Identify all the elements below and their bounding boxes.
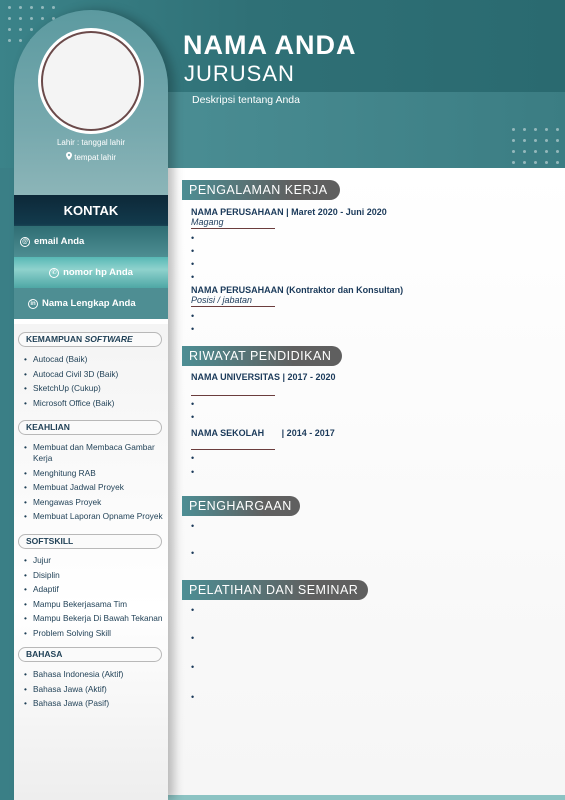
email-icon: @	[20, 237, 30, 247]
map-pin-icon	[66, 153, 74, 162]
software-heading	[18, 332, 162, 347]
list-item: • Bahasa Indonesia (Aktif)	[24, 669, 168, 680]
job-2-title: NAMA PERUSAHAAN (Kontraktor dan Konsultan)	[191, 285, 404, 295]
contact-email-row[interactable]	[14, 226, 168, 257]
job-1-bullet: •	[191, 246, 195, 256]
birth-place-row	[14, 152, 168, 162]
education-1-underline	[191, 395, 275, 396]
job-2-bullet: •	[191, 324, 195, 334]
whatsapp-icon: ✆	[49, 268, 59, 278]
education-2-title: NAMA SEKOLAH | 2014 - 2017	[191, 428, 335, 438]
training-bullet: •	[191, 662, 195, 672]
list-item: • Bahasa Jawa (Aktif)	[24, 684, 168, 695]
education-1-bullet: •	[191, 399, 195, 409]
award-bullet: •	[191, 521, 195, 531]
list-item: • Membuat dan Membaca Gambar Kerja	[24, 442, 168, 464]
job-1-role: Magang	[191, 217, 224, 227]
list-item: • Disiplin	[24, 570, 168, 581]
education-2-underline	[191, 449, 275, 450]
list-item: • Membuat Laporan Opname Proyek	[24, 511, 168, 522]
job-2-bullet: •	[191, 311, 195, 321]
softskill-list	[24, 555, 168, 642]
full-name: NAMA ANDA	[183, 30, 357, 60]
birth-date: Lahir : tanggal lahir	[56, 138, 126, 147]
job-2-role: Posisi / jabatan	[191, 295, 253, 305]
list-item: • Mengawas Proyek	[24, 497, 168, 508]
awards-heading: PENGHARGAAN	[182, 496, 300, 516]
birth-place: tempat lahir	[74, 153, 117, 162]
software-list	[24, 354, 168, 412]
list-item: • Adaptif	[24, 584, 168, 595]
training-bullet: •	[191, 692, 195, 702]
award-bullet: •	[191, 548, 195, 558]
language-heading: BAHASA	[18, 647, 162, 662]
list-item: • Menghitung RAB	[24, 468, 168, 479]
education-2-bullet: •	[191, 467, 195, 477]
language-list	[24, 669, 168, 713]
training-bullet: •	[191, 605, 195, 615]
contact-linkedin: Nama Lengkap Anda	[42, 298, 136, 309]
job-1-bullet: •	[191, 259, 195, 269]
sidebar	[14, 10, 168, 800]
bottom-accent-line	[168, 795, 565, 800]
contact-email: email Anda	[34, 236, 85, 247]
job-1-bullet: •	[191, 272, 195, 282]
list-item: • Problem Solving Skill	[24, 628, 168, 639]
list-item: • Autocad Civil 3D (Baik)	[24, 369, 168, 380]
training-bullet: •	[191, 633, 195, 643]
experience-heading: PENGALAMAN KERJA	[182, 180, 340, 200]
list-item: • Jujur	[24, 555, 168, 566]
education-1-title: NAMA UNIVERSITAS | 2017 - 2020	[191, 372, 336, 382]
list-item: • SketchUp (Cukup)	[24, 383, 168, 394]
contact-heading: KONTAK	[14, 195, 168, 243]
linkedin-icon: in	[28, 299, 38, 309]
job-1-bullet: •	[191, 233, 195, 243]
list-item: • Mampu Bekerja Di Bawah Tekanan	[24, 613, 168, 624]
skills-heading: KEAHLIAN	[18, 420, 162, 435]
list-item: • Membuat Jadwal Proyek	[24, 482, 168, 493]
education-1-bullet: •	[191, 412, 195, 422]
software-heading-text: KEMAMPUAN	[26, 334, 85, 344]
list-item: • Microsoft Office (Baik)	[24, 398, 168, 409]
main-panel	[168, 168, 565, 795]
contact-phone: nomor hp Anda	[63, 267, 133, 278]
dot-pattern-bottom	[512, 128, 559, 164]
contact-linkedin-row[interactable]	[14, 288, 168, 319]
education-heading: RIWAYAT PENDIDIKAN	[182, 346, 342, 366]
software-heading-italic: SOFTWARE	[84, 334, 133, 344]
job-1-title: NAMA PERUSAHAAN | Maret 2020 - Juni 2020	[191, 207, 387, 217]
softskill-heading: SOFTSKILL	[18, 534, 162, 549]
self-description: Deskripsi tentang Anda	[192, 94, 300, 106]
list-item: • Autocad (Baik)	[24, 354, 168, 365]
profile-photo-placeholder	[41, 31, 141, 131]
list-item: • Mampu Bekerjasama Tim	[24, 599, 168, 610]
training-heading: PELATIHAN DAN SEMINAR	[182, 580, 368, 600]
contact-phone-row[interactable]	[14, 257, 168, 288]
job-1-underline	[191, 228, 275, 229]
list-item: • Bahasa Jawa (Pasif)	[24, 698, 168, 709]
skills-list	[24, 442, 168, 526]
education-2-bullet: •	[191, 453, 195, 463]
major-title: JURUSAN	[184, 61, 295, 86]
job-2-underline	[191, 306, 275, 307]
